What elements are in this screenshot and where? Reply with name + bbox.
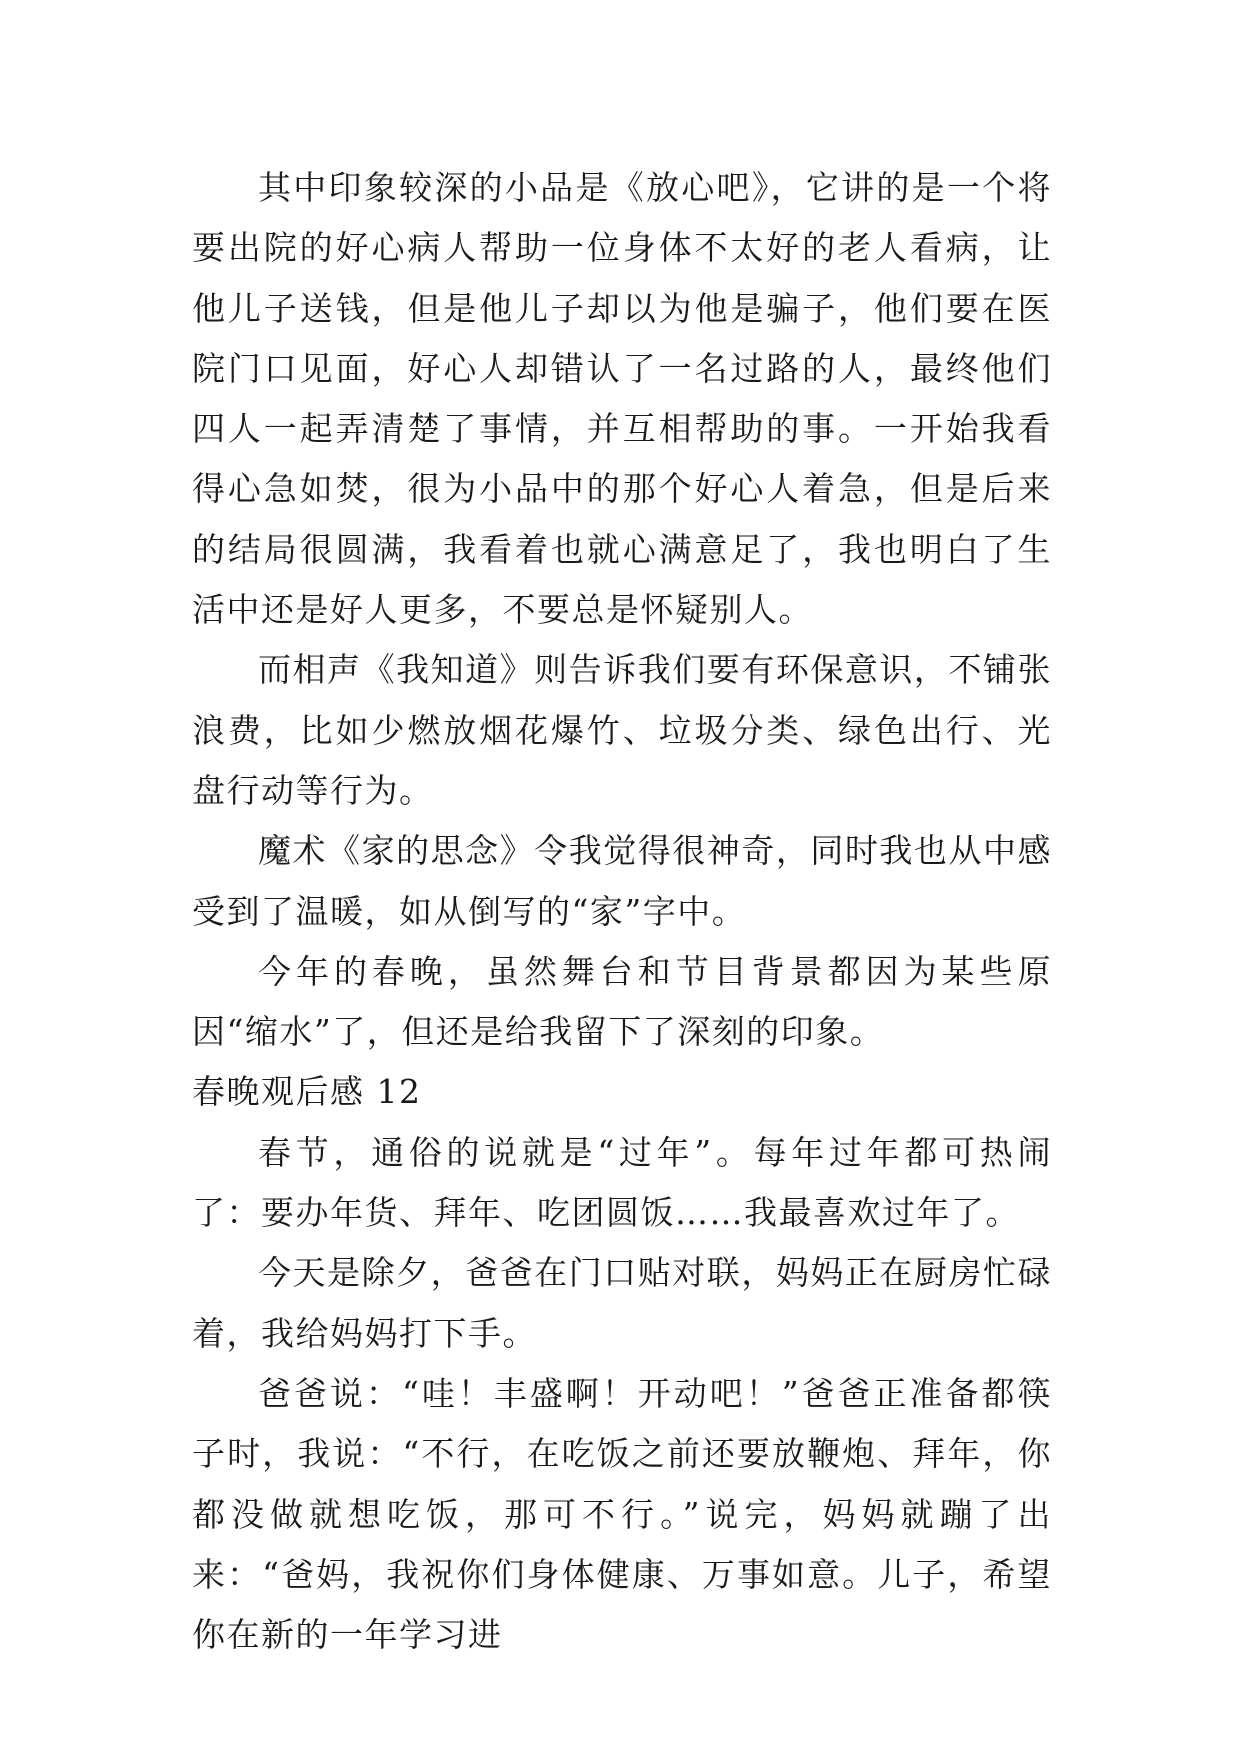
paragraph-crosstalk-review: 而相声《我知道》则告诉我们要有环保意识，不铺张浪费，比如少燃放烟花爆竹、垃圾分类、绿色出行、光盘行动等行为。: [192, 650, 1052, 810]
paragraph-dinner-dialogue: 爸爸说：“哇！丰盛啊！开动吧！”爸爸正准备都筷子时，我说：“不行，在吃饭之前还要放鞭炮、拜年，你都没做就想吃饭，那可不行。”说完，妈妈就蹦了出来：“爸妈，我祝你们身体健康、万事如意。儿子，希望你在新的一年学习进: [192, 1373, 1052, 1655]
section-heading: 春晚观后感 12: [192, 1072, 422, 1112]
document-body: [192, 158, 1052, 1665]
paragraph-spring-festival-intro: 春节，通俗的说就是“过年”。每年过年都可热闹了：要办年货、拜年、吃团圆饭……我最喜欢过年了。: [192, 1132, 1052, 1233]
paragraph-magic-review: 魔术《家的思念》令我觉得很神奇，同时我也从中感受到了温暖，如从倒写的“家”字中。: [192, 831, 1052, 931]
paragraph-new-years-eve: 今天是除夕，爸爸在门口贴对联，妈妈正在厨房忙碌着，我给妈妈打下手。: [192, 1253, 1052, 1353]
paragraph-conclusion: 今年的春晚，虽然舞台和节目背景都因为某些原因“缩水”了，但还是给我留下了深刻的印象。: [192, 951, 1052, 1052]
paragraph-skit-review: 其中印象较深的小品是《放心吧》，它讲的是一个将要出院的好心病人帮助一位身体不太好的老人看病，让他儿子送钱，但是他儿子却以为他是骗子，他们要在医院门口见面，好心人却错认了一名过路的人，最终他们四人一起弄清楚了事情，并互相帮助的事。一开始我看得心急如焚，很为小品中的那个好心人着急，但是后来的结局很圆满，我看着也就心满意足了，我也明白了生活中还是好人更多，不要总是怀疑别人。: [192, 168, 1052, 630]
